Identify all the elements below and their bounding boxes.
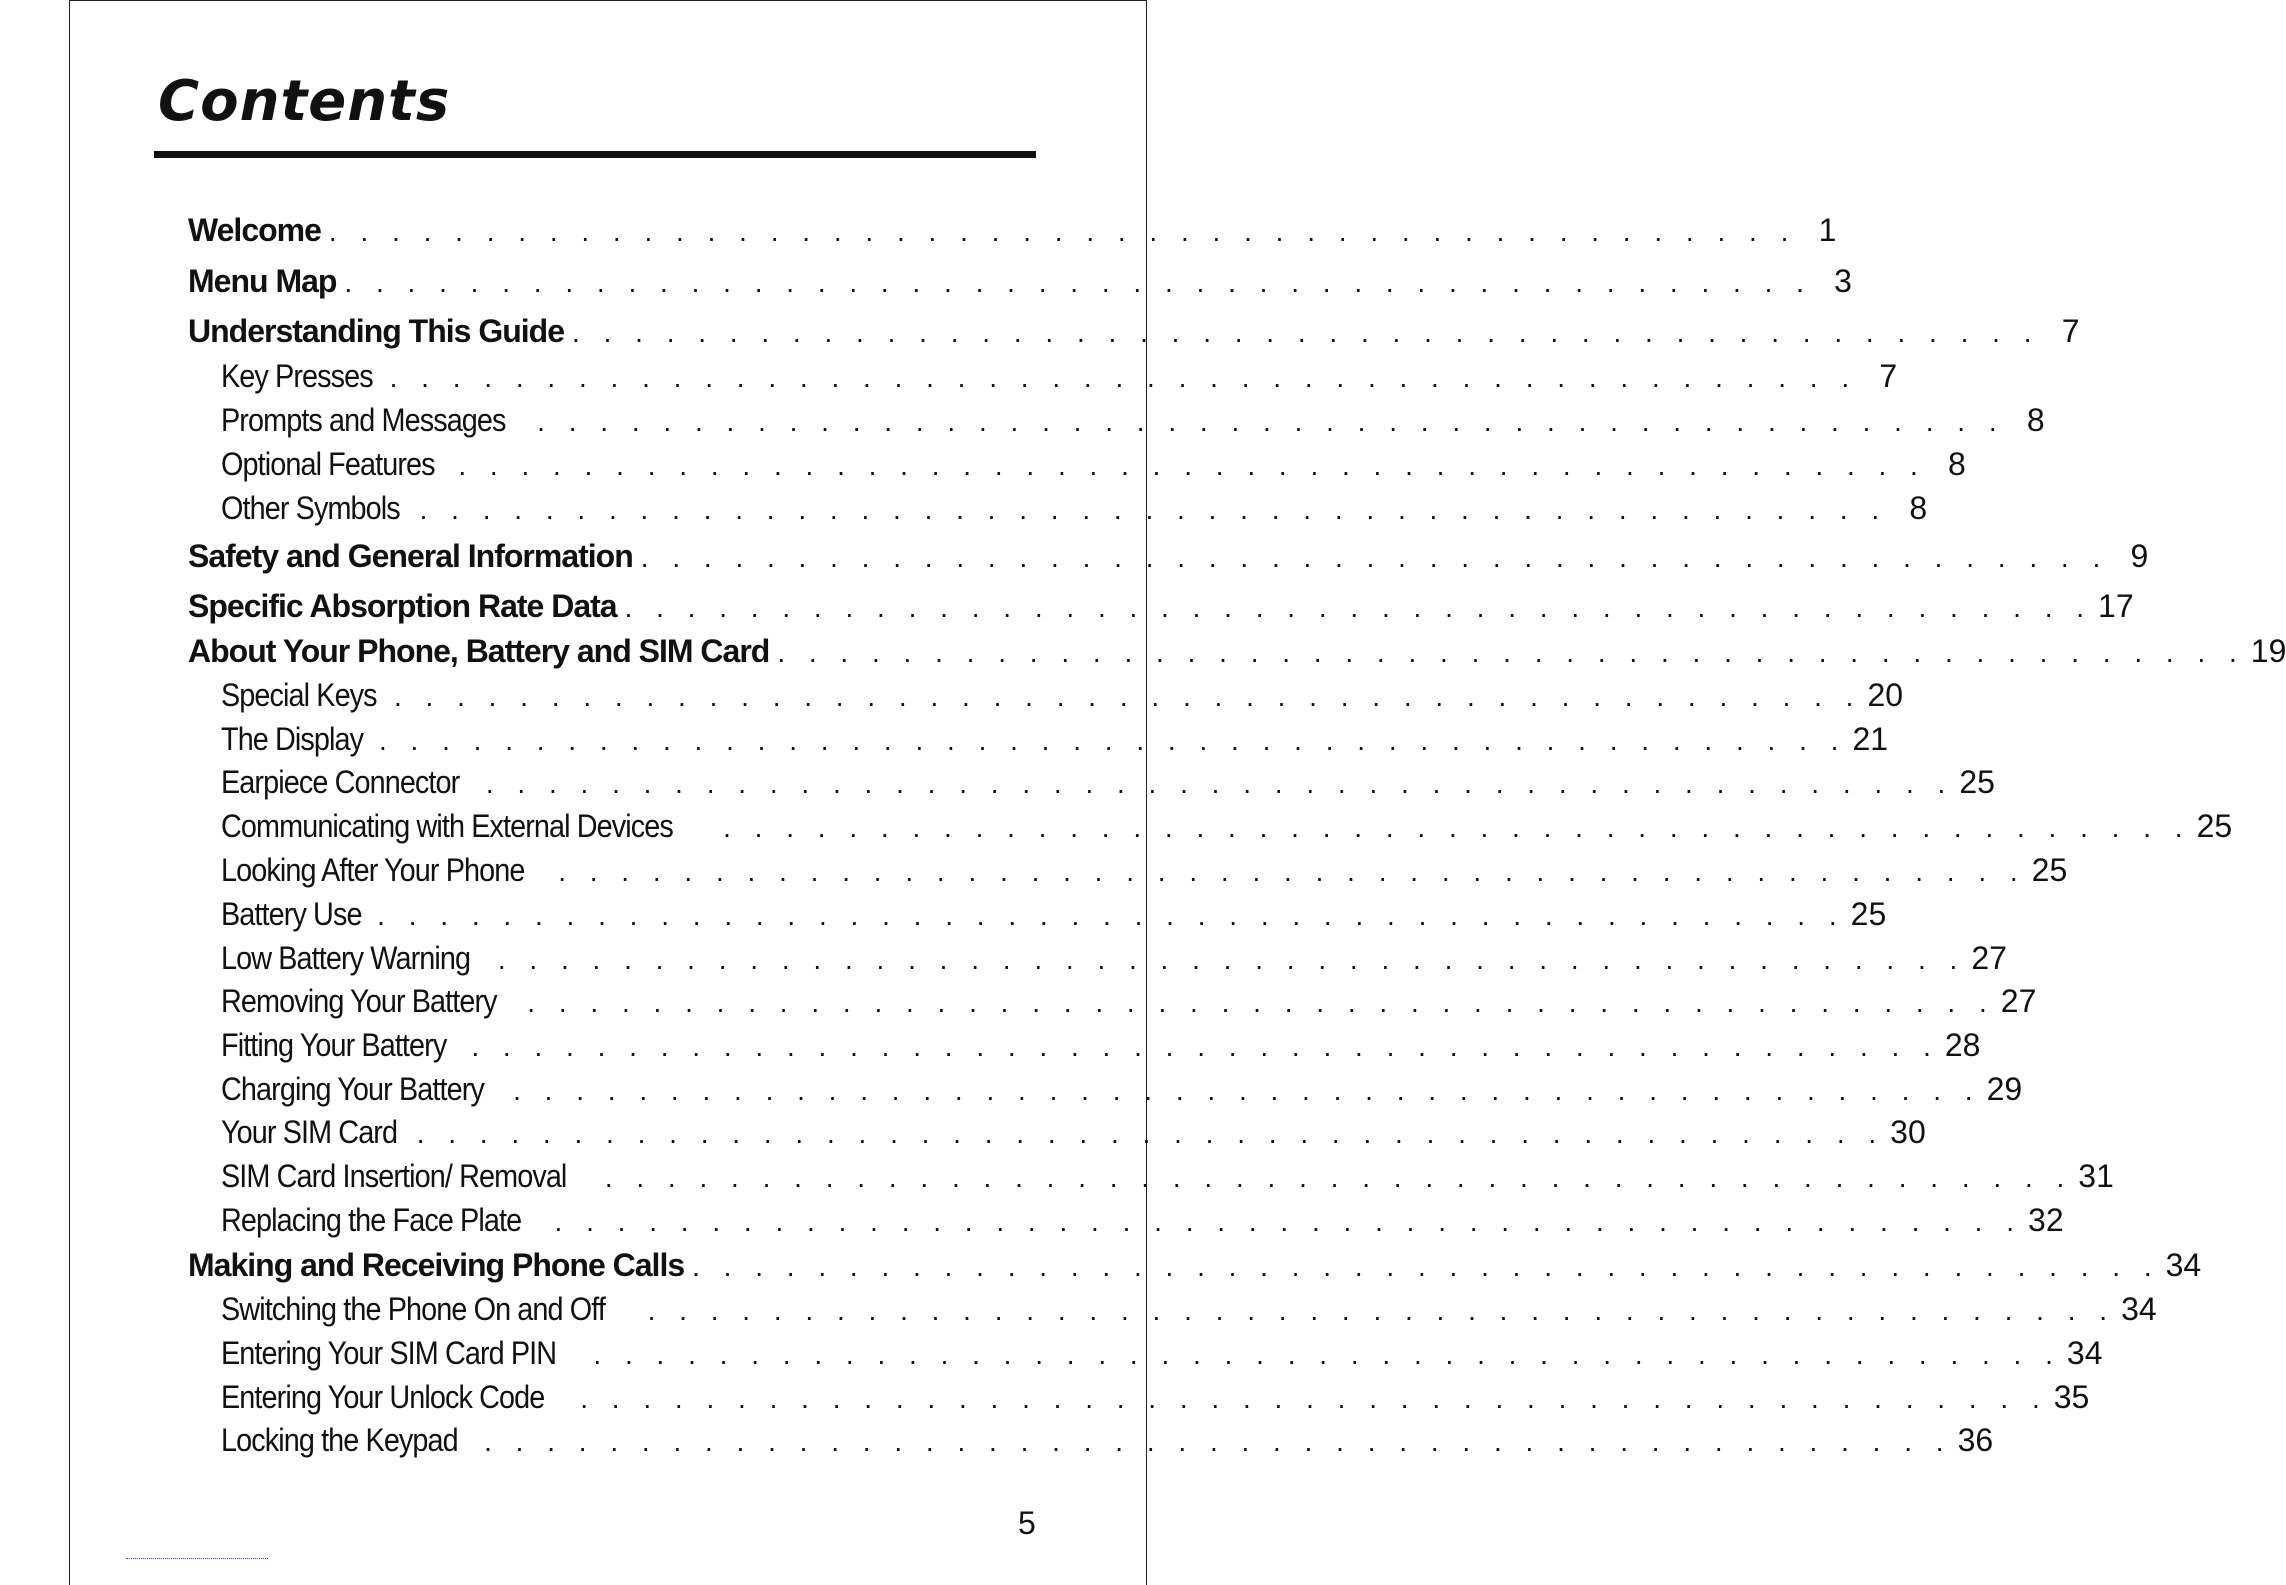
dot-leader: . . . . . . . . . . . . . . . . . . . . . . . . . . . . . . . . . . . . . . . . . . . . . . . xyxy=(416,1118,1885,1149)
toc-entry[interactable] xyxy=(221,1071,2023,1108)
toc-entry[interactable] xyxy=(221,677,1904,714)
page-title: Contents xyxy=(158,69,451,134)
dot-leader: . . . . . . . . . . . . . . . . . . . . . . . . . . . . . . . . . . . . . . . . . . . . . . . xyxy=(604,1162,2073,1193)
toc-entry-label: Menu Map xyxy=(188,263,337,299)
toc-entry[interactable] xyxy=(221,808,2233,845)
dot-leader: . . . . . . . . . . . . . . . . . . . . . . . . . . . . . . . . . . . . . . . . . . . . . . . xyxy=(328,216,1797,247)
toc-entry-label: Safety and General Information xyxy=(188,538,633,574)
toc-entry[interactable] xyxy=(221,446,1966,483)
toc-entry-page: 27 xyxy=(2000,983,2037,1019)
toc-entry-label: Charging Your Battery xyxy=(221,1071,484,1107)
toc-entry[interactable] xyxy=(221,1114,1926,1151)
toc-entry[interactable] xyxy=(221,1202,2064,1239)
dot-leader: . . . . . . . . . . . . . . . . . . . . . . . . . . . . . . . . . . . . . . . . . . . . . . . xyxy=(723,812,2191,843)
toc-entry[interactable] xyxy=(221,1422,1994,1459)
toc-entry-page: 30 xyxy=(1890,1114,1926,1150)
toc-entry[interactable] xyxy=(188,1247,2202,1284)
toc-entry[interactable] xyxy=(188,212,1837,249)
toc-entry[interactable] xyxy=(221,1379,2090,1416)
dot-leader: . . . . . . . . . . . . . . . . . . . . . . . . . . . . . . . . . . . . . . . . . . . . . . . xyxy=(513,1075,1981,1106)
toc-entry-page: 31 xyxy=(2078,1158,2114,1194)
dot-leader: . . . . . . . . . . . . . . . . . . . . . . . . . . . . . . . . . . . . . . . . . . . . . . . xyxy=(471,1031,1939,1062)
dot-leader: . . . . . . . . . . . . . . . . . . . . . . . . . . . . . . . . . . . . . . . . . . . . . . . xyxy=(692,1251,2160,1282)
toc-entry[interactable] xyxy=(221,1291,2157,1328)
dot-leader: . . . . . . . . . . . . . . . . . . . . . . . . . . . . . . . . . . . . . . . . . . . . . . . xyxy=(624,592,2093,623)
dot-leader: . . . . . . . . . . . . . . . . . . . . . . . . . . . . . . . . . . . . . . . . . . . . . . . xyxy=(647,1295,2116,1326)
toc-entry-page: 7 xyxy=(2061,313,2080,349)
toc-entry-label: Removing Your Battery xyxy=(221,983,497,1019)
page-number: 5 xyxy=(1018,1505,1036,1541)
toc-entry-label: Welcome xyxy=(188,212,321,248)
toc-entry-label: Low Battery Warning xyxy=(221,940,471,976)
toc-entry-label: Prompts and Messages xyxy=(221,402,506,438)
toc-entry-page: 35 xyxy=(2053,1379,2090,1415)
toc-entry[interactable] xyxy=(221,896,1887,933)
toc-entry-label: Switching the Phone On and Off xyxy=(221,1291,605,1327)
toc-entry[interactable] xyxy=(221,940,2007,977)
toc-entry-page: 34 xyxy=(2066,1335,2103,1371)
toc-entry-page: 29 xyxy=(1986,1071,2023,1107)
toc-entry-label: Replacing the Face Plate xyxy=(221,1202,522,1238)
toc-entry-page: 17 xyxy=(2098,588,2134,624)
toc-entry-page: 25 xyxy=(1959,764,1995,800)
toc-entry-page: 27 xyxy=(1971,940,2007,976)
dot-leader: . . . . . . . . . . . . . . . . . . . . . . . . . . . . . . . . . . . . . . . . . . . . . . . xyxy=(497,944,1966,975)
toc-entry[interactable] xyxy=(188,588,2134,625)
toc-entry-label: Entering Your SIM Card PIN xyxy=(221,1335,557,1371)
toc-entry[interactable] xyxy=(221,490,1928,527)
toc-entry-page: 8 xyxy=(1948,446,1966,482)
toc-entry[interactable] xyxy=(221,402,2045,439)
toc-entry-page: 20 xyxy=(1867,677,1904,713)
toc-entry-page: 28 xyxy=(1944,1027,1981,1063)
toc-entry[interactable] xyxy=(221,983,2037,1020)
toc-entry[interactable] xyxy=(188,313,2080,350)
dot-leader: . . . . . . . . . . . . . . . . . . . . . . . . . . . . . . . . . . . . . . . . . . . . . . . xyxy=(344,267,1812,298)
toc-entry-page: 34 xyxy=(2165,1247,2202,1283)
toc-entry-label: Entering Your Unlock Code xyxy=(221,1379,545,1415)
toc-entry-label: Key Presses xyxy=(221,358,373,394)
dot-leader: . . . . . . . . . . . . . . . . . . . . . . . . . . . . . . . . . . . . . . . . . . . . . . . xyxy=(485,768,1954,799)
dot-leader: . . . . . . . . . . . . . . . . . . . . . . . . . . . . . . . . . . . . . . . . . . . . . . . xyxy=(393,681,1862,712)
title-rule xyxy=(154,151,1036,158)
toc-entry-label: Looking After Your Phone xyxy=(221,852,525,888)
dot-leader: . . . . . . . . . . . . . . . . . . . . . . . . . . . . . . . . . . . . . . . . . . . . . . . xyxy=(558,856,2026,887)
toc-entry-label: Specific Absorption Rate Data xyxy=(188,588,617,624)
toc-entry-label: Optional Features xyxy=(221,446,435,482)
toc-entry[interactable] xyxy=(221,1027,1981,1064)
dot-leader: . . . . . . . . . . . . . . . . . . . . . . . . . . . . . . . . . . . . . . . . . . . . . . . xyxy=(640,542,2109,573)
dot-leader: . . . . . . . . . . . . . . . . . . . . . . . . . . . . . . . . . . . . . . . . . . . . . . . xyxy=(527,987,1995,1018)
dot-leader: . . . . . . . . . . . . . . . . . . . . . . . . . . . . . . . . . . . . . . . . . . . . . . . xyxy=(484,1426,1952,1457)
toc-entry-page: 21 xyxy=(1852,721,1889,757)
toc-entry-label: Battery Use xyxy=(221,896,362,932)
toc-entry[interactable] xyxy=(188,263,1852,300)
toc-entry-label: Making and Receiving Phone Calls xyxy=(188,1247,685,1283)
toc-entry-page: 1 xyxy=(1818,212,1837,248)
toc-entry[interactable] xyxy=(221,721,1889,758)
dot-leader: . . . . . . . . . . . . . . . . . . . . . . . . . . . . . . . . . . . . . . . . . . . . . . . xyxy=(537,406,2005,437)
toc-entry-page: 25 xyxy=(2196,808,2233,844)
toc-entry-page: 32 xyxy=(2028,1202,2064,1238)
toc-entry-page: 25 xyxy=(1850,896,1887,932)
toc-entry-label: Earpiece Connector xyxy=(221,764,460,800)
toc-entry-label: SIM Card Insertion/ Removal xyxy=(221,1158,567,1194)
dot-leader: . . . . . . . . . . . . . . . . . . . . . . . . . . . . . . . . . . . . . . . . . . . . . . . xyxy=(580,1383,2048,1414)
toc-entry[interactable] xyxy=(188,538,2149,575)
bottom-underline xyxy=(126,1558,268,1559)
dot-leader: . . . . . . . . . . . . . . . . . . . . . . . . . . . . . . . . . . . . . . . . . . . . . . . xyxy=(377,900,1845,931)
toc-entry-page: 9 xyxy=(2130,538,2149,574)
toc-entry-label: Your SIM Card xyxy=(221,1114,398,1150)
toc-entry-page: 25 xyxy=(2031,852,2068,888)
dot-leader: . . . . . . . . . . . . . . . . . . . . . . . . . . . . . . . . . . . . . . . . . . . . . . . xyxy=(554,1206,2023,1237)
toc-entry-page: 34 xyxy=(2121,1291,2157,1327)
dot-leader: . . . . . . . . . . . . . . . . . . . . . . . . . . . . . . . . . . . . . . . . . . . . . . . xyxy=(389,362,1858,393)
toc-entry-label: Special Keys xyxy=(221,677,377,713)
dot-leader: . . . . . . . . . . . . . . . . . . . . . . . . . . . . . . . . . . . . . . . . . . . . . . . xyxy=(777,637,2245,668)
dot-leader: . . . . . . . . . . . . . . . . . . . . . . . . . . . . . . . . . . . . . . . . . . . . . . . xyxy=(572,317,2040,348)
toc-entry-page: 19 xyxy=(2250,633,2286,669)
dot-leader: . . . . . . . . . . . . . . . . . . . . . . . . . . . . . . . . . . . . . . . . . . . . . . . xyxy=(593,1339,2061,1370)
toc-entry-page: 8 xyxy=(1909,490,1928,526)
toc-entry-label: Other Symbols xyxy=(221,490,400,526)
toc-entry[interactable] xyxy=(221,1335,2103,1372)
toc-entry-page: 8 xyxy=(2026,402,2045,438)
dot-leader: . . . . . . . . . . . . . . . . . . . . . . . . . . . . . . . . . . . . . . . . . . . . . . . xyxy=(458,450,1926,481)
toc-entry-label: About Your Phone, Battery and SIM Card xyxy=(188,633,770,669)
toc-entry-page: 7 xyxy=(1879,358,1898,394)
toc-entry[interactable] xyxy=(188,633,2286,670)
toc-entry[interactable] xyxy=(221,852,2068,889)
toc-entry-label: Fitting Your Battery xyxy=(221,1027,447,1063)
toc-entry-label: Communicating with External Devices xyxy=(221,808,673,844)
toc-entry[interactable] xyxy=(221,358,1898,395)
toc-entry-page: 3 xyxy=(1834,263,1852,299)
toc-entry-label: The Display xyxy=(221,721,364,757)
toc-entry-label: Understanding This Guide xyxy=(188,313,565,349)
dot-leader: . . . . . . . . . . . . . . . . . . . . . . . . . . . . . . . . . . . . . . . . . . . . . . . xyxy=(378,725,1847,756)
toc-entry[interactable] xyxy=(221,1158,2114,1195)
toc-entry[interactable] xyxy=(221,764,1995,801)
dot-leader: . . . . . . . . . . . . . . . . . . . . . . . . . . . . . . . . . . . . . . . . . . . . . . . xyxy=(419,494,1888,525)
toc-entry-page: 36 xyxy=(1957,1422,1994,1458)
toc-entry-label: Locking the Keypad xyxy=(221,1422,458,1458)
